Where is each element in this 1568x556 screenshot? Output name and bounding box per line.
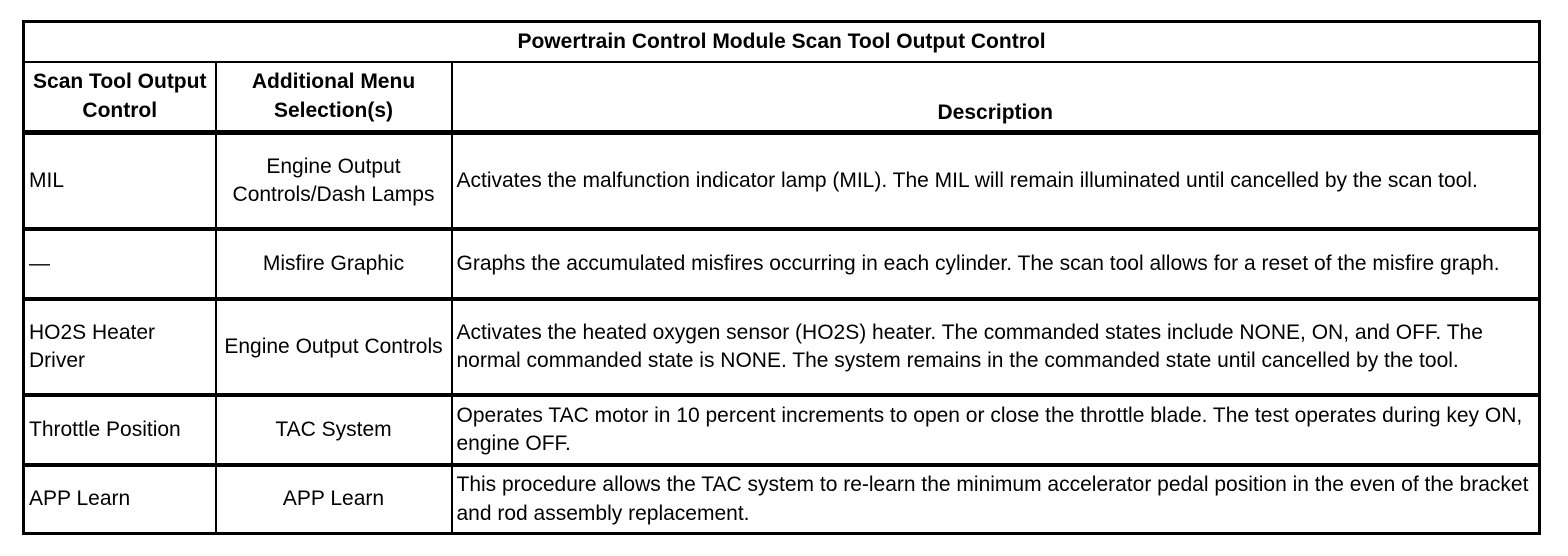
cell-output-control: MIL bbox=[24, 133, 216, 230]
cell-menu-selection: APP Learn bbox=[216, 465, 452, 534]
table-title-row bbox=[24, 22, 1540, 63]
table-title: Powertrain Control Module Scan Tool Output Control bbox=[24, 22, 1540, 63]
output-control-table bbox=[22, 20, 1541, 535]
cell-output-control: — bbox=[24, 229, 216, 299]
table-row bbox=[24, 229, 1540, 299]
cell-menu-selection: TAC System bbox=[216, 395, 452, 465]
table-row bbox=[24, 133, 1540, 230]
cell-description: Graphs the accumulated misfires occurring in each cylinder. The scan tool allows for a reset of the misfire graph. bbox=[452, 229, 1540, 299]
cell-description: Operates TAC motor in 10 percent increments to open or close the throttle blade. The test operates during key ON, engine OFF. bbox=[452, 395, 1540, 465]
header-scan-tool-output-control: Scan Tool Output Control bbox=[24, 62, 216, 133]
table-row bbox=[24, 465, 1540, 534]
cell-output-control: Throttle Position bbox=[24, 395, 216, 465]
cell-menu-selection: Misfire Graphic bbox=[216, 229, 452, 299]
output-control-table-container bbox=[22, 20, 1538, 535]
table-header-row bbox=[24, 62, 1540, 133]
cell-menu-selection: Engine Output Controls bbox=[216, 299, 452, 395]
header-additional-menu-selections: Additional Menu Selection(s) bbox=[216, 62, 452, 133]
cell-output-control: APP Learn bbox=[24, 465, 216, 534]
cell-menu-selection: Engine Output Controls/Dash Lamps bbox=[216, 133, 452, 230]
table-row bbox=[24, 395, 1540, 465]
cell-description: Activates the malfunction indicator lamp (MIL). The MIL will remain illuminated until cancelled by the scan tool. bbox=[452, 133, 1540, 230]
table-row bbox=[24, 299, 1540, 395]
cell-description: Activates the heated oxygen sensor (HO2S) heater. The commanded states include NONE, ON, and OFF. The normal commanded state is NONE. The system remains in the commanded state until cancelled by the tool. bbox=[452, 299, 1540, 395]
cell-description: This procedure allows the TAC system to re-learn the minimum accelerator pedal position in the even of the bracket and rod assembly replacement. bbox=[452, 465, 1540, 534]
header-description: Description bbox=[452, 62, 1540, 133]
cell-output-control: HO2S Heater Driver bbox=[24, 299, 216, 395]
